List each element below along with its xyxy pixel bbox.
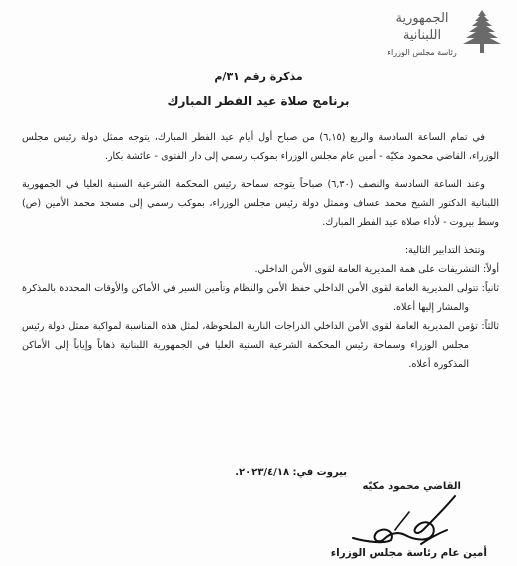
signature-image: [337, 490, 467, 548]
letterhead-line3: رئاسة مجلس الوزراء: [387, 48, 457, 57]
signatory-title: أمين عام رئاسة مجلس الوزراء: [330, 547, 487, 559]
letterhead-line1: الجمهورية: [395, 11, 449, 26]
signatory-name: القاضي محمود مكيّه: [362, 481, 461, 492]
memo-date: بيروت في: ٢٠٢٣/٤/١٨.: [235, 467, 347, 478]
memo-number: مذكرة رقم ٣١/م: [214, 70, 303, 83]
measure-item-1: أولاً: التشريفات على همة المديرية العامة لقوى الأمن الداخلي.: [254, 264, 499, 275]
memo-body: [22, 128, 499, 374]
paragraph-2: وعند الساعة السادسة والنصف (٦,٣٠) صباحاً يتوجه سماحة رئيس المحكمة الشرعية السنية العليا في الجمهورية اللبنانية الدكتور الشيخ محمد عساف وممثل دولة رئيس مجلس الوزراء، بموكب رسمي إلى مسجد محمد الأمين (ص) وسط بيروت - لأداء صلاة عيد الفطر المبارك.: [22, 179, 499, 228]
letterhead-text: [385, 10, 459, 57]
letterhead-line2: اللبنانية: [402, 28, 442, 43]
paragraph-1: في تمام الساعة السادسة والربع (٦,١٥) من صباح أول أيام عيد الفطر المبارك، يتوجه ممثل دولة رئيس مجلس الوزراء، القاضي محمود مكيّه - أمين عام مجلس الوزراء بموكب رسمي إلى دار الفتوى - عائشة بكار.: [22, 132, 499, 162]
measures-intro: وتتخذ التدابير التالية:: [404, 245, 485, 256]
memo-subject: برنامج صلاة عيد الفطر المبارك: [167, 94, 350, 108]
cedar-icon: [461, 8, 503, 56]
measure-item-3: ثالثاً: تؤمن المديرية العامة لقوى الأمن الداخلي الدراجات النارية الملحوظة، لمثل هذه المناسبة لمواكبة ممثل دولة رئيس مجلس الوزراء وسماحة رئيس المحكمة الشرعية السنية العليا في الجمهورية اللبنانية ذهاباً وإياباً إلى الأماكن المذكورة أعلاه.: [22, 321, 499, 370]
measure-item-2: ثانياً: تتولى المديرية العامة لقوى الأمن الداخلي حفظ الأمن والنظام وتأمين السير في الأماكن والأوقات المحددة بالمذكرة والمشار إليها أعلاه.: [22, 283, 499, 313]
